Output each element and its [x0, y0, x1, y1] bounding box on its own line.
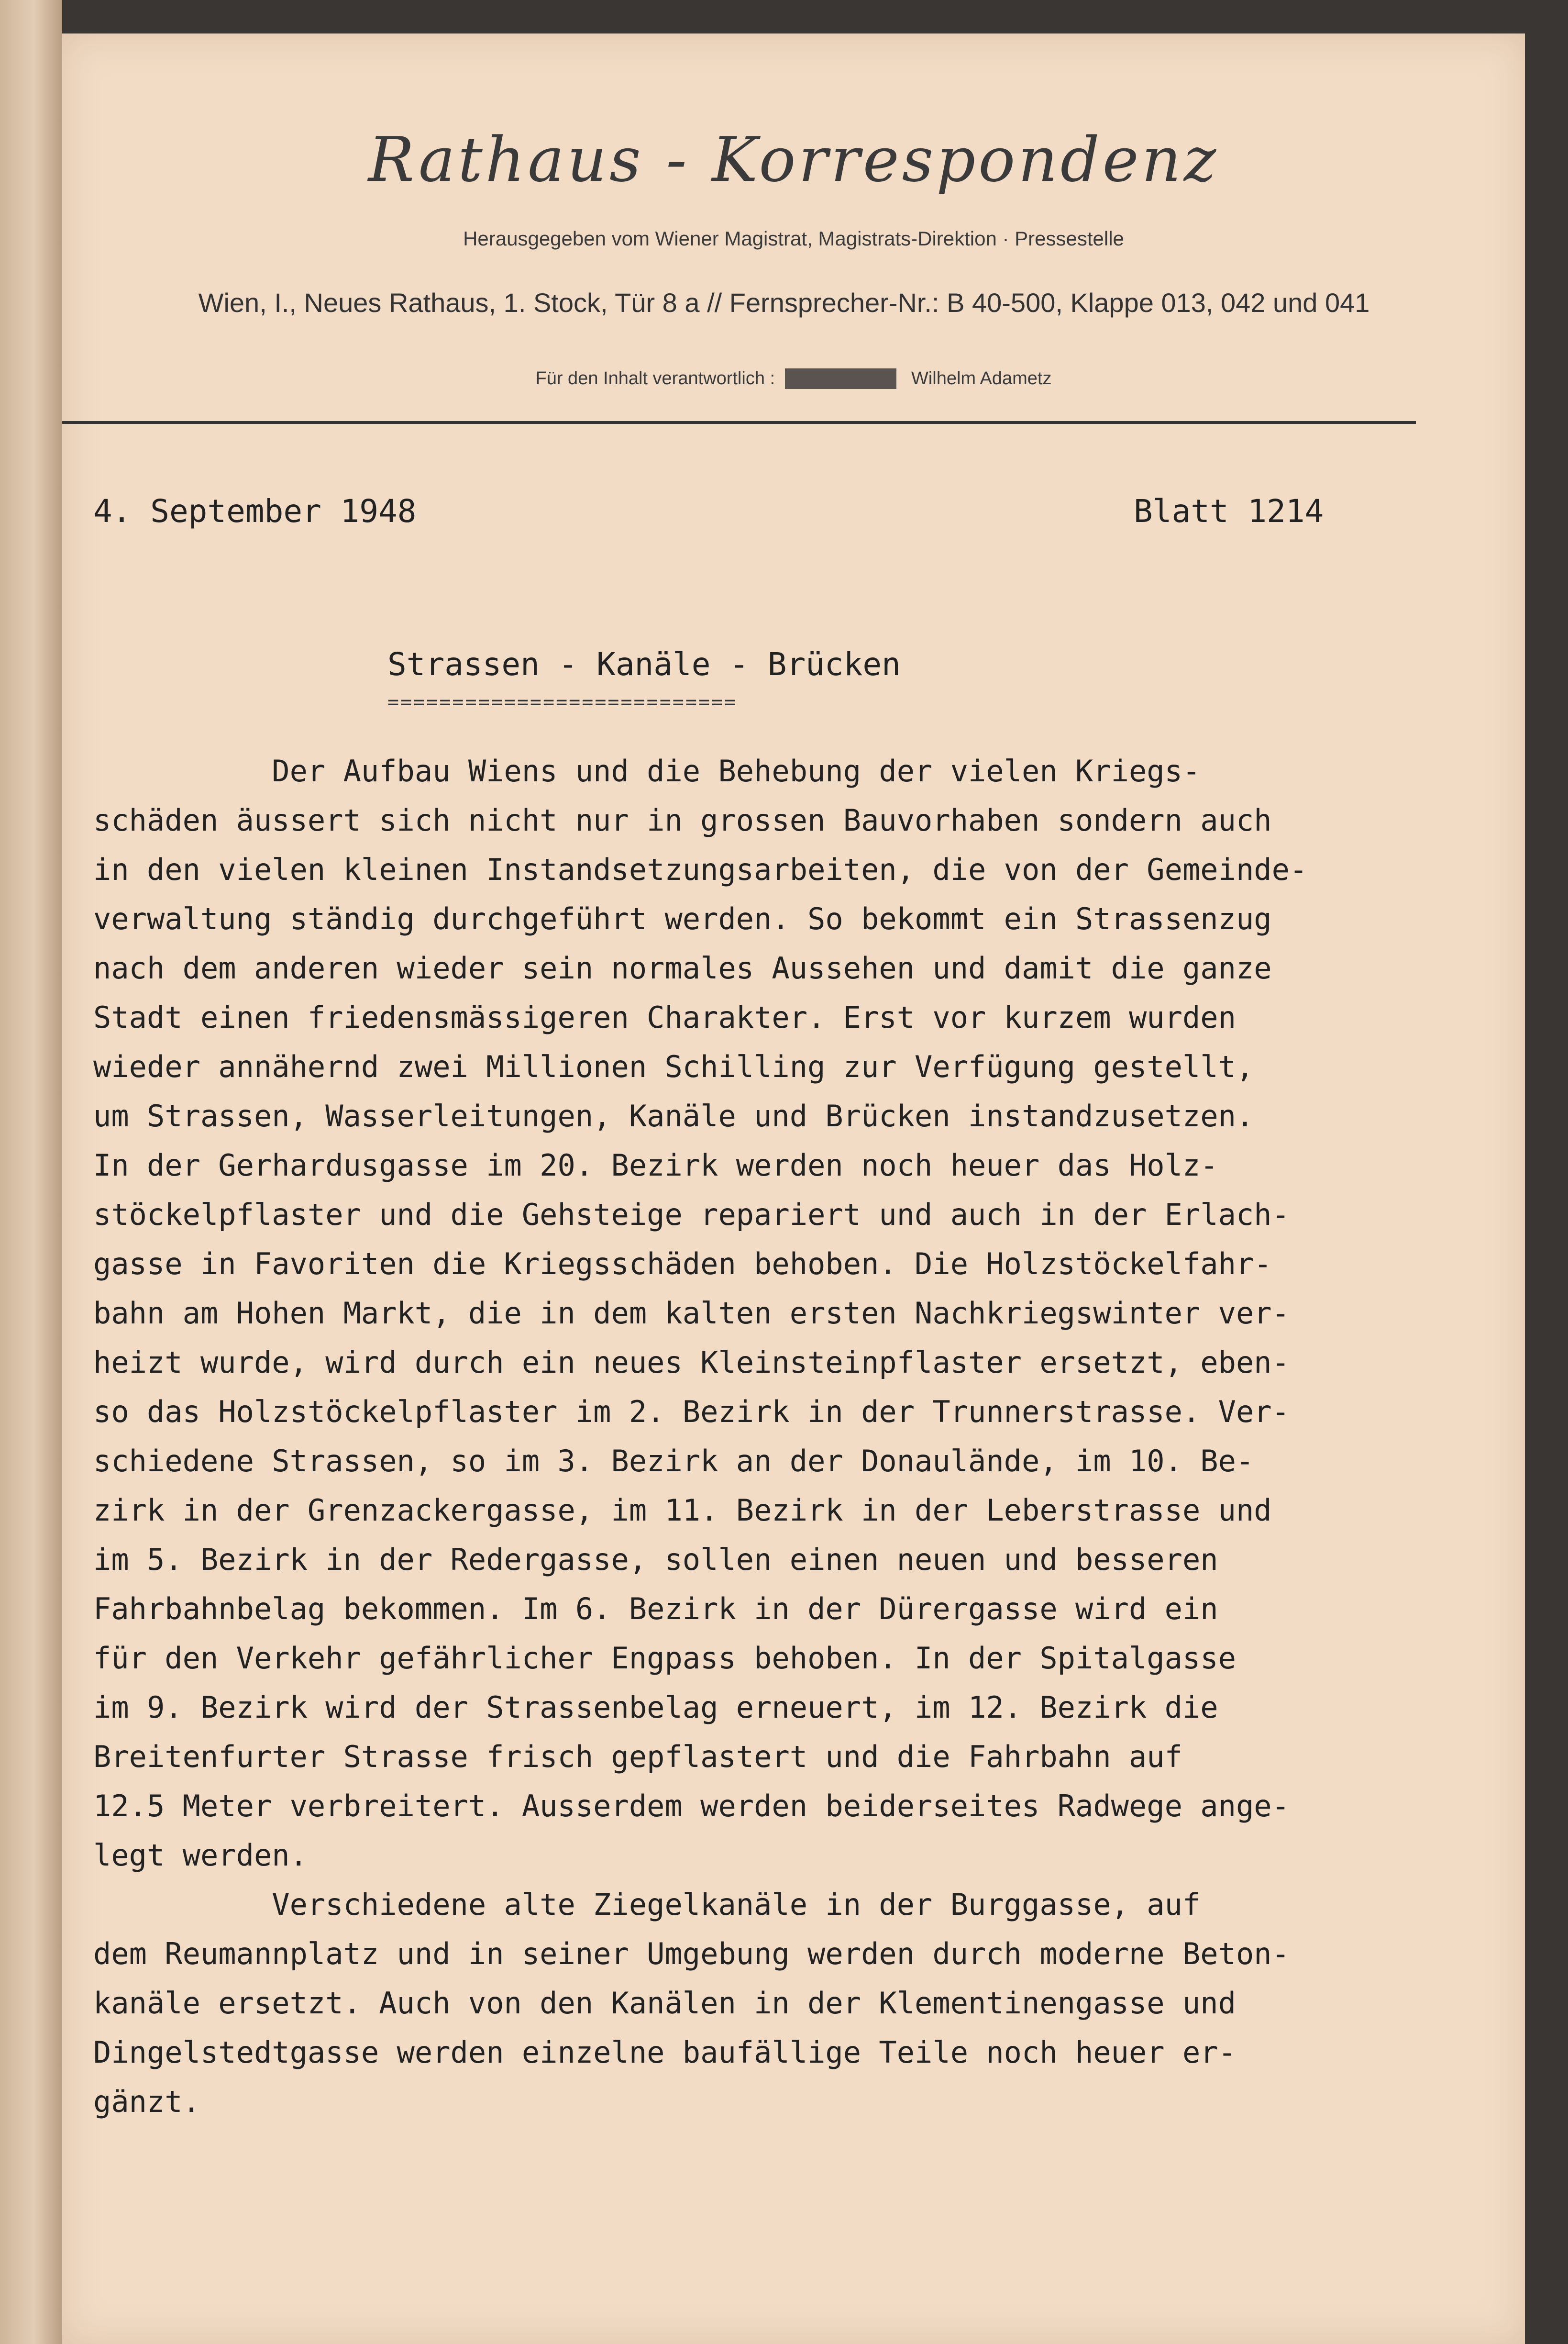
text-line: Fahrbahnbelag bekommen. Im 6. Bezirk in der Dürergasse wird ein	[93, 1591, 1218, 1626]
masthead-title: Rathaus - Korrespondenz	[368, 124, 1219, 196]
text-line: nach dem anderen wieder sein normales Aussehen und damit die ganze	[93, 951, 1272, 986]
book-binding	[0, 0, 62, 2344]
text-line: Breitenfurter Strasse frisch gepflastert und die Fahrbahn auf	[93, 1739, 1182, 1774]
text-line: Dingelstedtgasse werden einzelne baufällige Teile noch heuer er-	[93, 2035, 1236, 2070]
text-line: zirk in der Grenzackergasse, im 11. Bezirk in der Leberstrasse und	[93, 1493, 1272, 1528]
text-line: In der Gerhardusgasse im 20. Bezirk werden noch heuer das Holz-	[93, 1148, 1218, 1183]
text-line: im 5. Bezirk in der Redergasse, sollen einen neuen und besseren	[93, 1542, 1218, 1577]
text-line: stöckelpflaster und die Gehsteige repariert und auch in der Erlach-	[93, 1197, 1290, 1232]
responsible-name: Wilhelm Adametz	[911, 368, 1052, 389]
text-line: Stadt einen friedensmässigeren Charakter. Erst vor kurzem wurden	[93, 1000, 1236, 1035]
text-line: Verschiedene alte Ziegelkanäle in der Burggasse, auf	[93, 1887, 1201, 1922]
masthead-subtitle: Herausgegeben vom Wiener Magistrat, Magistrats-Direktion · Pressestelle	[463, 227, 1124, 250]
text-line: 12.5 Meter verbreitert. Ausserdem werden beiderseites Radwege ange-	[93, 1789, 1290, 1823]
text-line: so das Holzstöckelpflaster im 2. Bezirk in der Trunnerstrasse. Ver-	[93, 1394, 1290, 1429]
article-title-underline: ===========================	[387, 691, 738, 713]
text-line: schiedene Strassen, so im 3. Bezirk an der Donaulände, im 10. Be-	[93, 1444, 1254, 1478]
article-title: Strassen - Kanäle - Brücken	[387, 646, 901, 683]
text-line: Der Aufbau Wiens und die Behebung der vielen Kriegs-	[93, 754, 1201, 789]
sheet-number: Blatt 1214	[1134, 493, 1324, 530]
document-date: 4. September 1948	[93, 493, 417, 530]
text-line: verwaltung ständig durchgeführt werden. So bekommt ein Strassenzug	[93, 901, 1272, 936]
text-line: wieder annähernd zwei Millionen Schilling zur Verfügung gestellt,	[93, 1049, 1254, 1084]
text-line: heizt wurde, wird durch ein neues Kleinsteinpflaster ersetzt, eben-	[93, 1345, 1290, 1380]
responsible-label: Für den Inhalt verantwortlich :	[535, 368, 775, 389]
masthead-responsible	[62, 368, 1525, 389]
text-line: dem Reumannplatz und in seiner Umgebung werden durch moderne Beton-	[93, 1936, 1290, 1971]
text-line: gasse in Favoriten die Kriegsschäden behoben. Die Holzstöckelfahr-	[93, 1246, 1272, 1281]
text-line: gänzt.	[93, 2084, 200, 2119]
struck-name: Hans Riemer	[785, 368, 897, 389]
text-line: schäden äussert sich nicht nur in grossen Bauvorhaben sondern auch	[93, 803, 1272, 838]
text-line: im 9. Bezirk wird der Strassenbelag erneuert, im 12. Bezirk die	[93, 1690, 1218, 1725]
text-line: um Strassen, Wasserleitungen, Kanäle und Brücken instandzusetzen.	[93, 1099, 1254, 1133]
masthead-address: Wien, I., Neues Rathaus, 1. Stock, Tür 8 a // Fernsprecher-Nr.: B 40-500, Klappe 013, 042 und 041	[198, 288, 1370, 318]
document-page	[62, 33, 1525, 2344]
text-line: bahn am Hohen Markt, die in dem kalten ersten Nachkriegswinter ver-	[93, 1296, 1290, 1331]
article-body	[93, 746, 1504, 2126]
text-line: kanäle ersetzt. Auch von den Kanälen in der Klementinengasse und	[93, 1986, 1236, 2021]
masthead-rule	[62, 421, 1416, 424]
text-line: für den Verkehr gefährlicher Engpass behoben. In der Spitalgasse	[93, 1641, 1236, 1676]
text-line: legt werden.	[93, 1838, 308, 1873]
text-line: in den vielen kleinen Instandsetzungsarbeiten, die von der Gemeinde-	[93, 852, 1308, 887]
